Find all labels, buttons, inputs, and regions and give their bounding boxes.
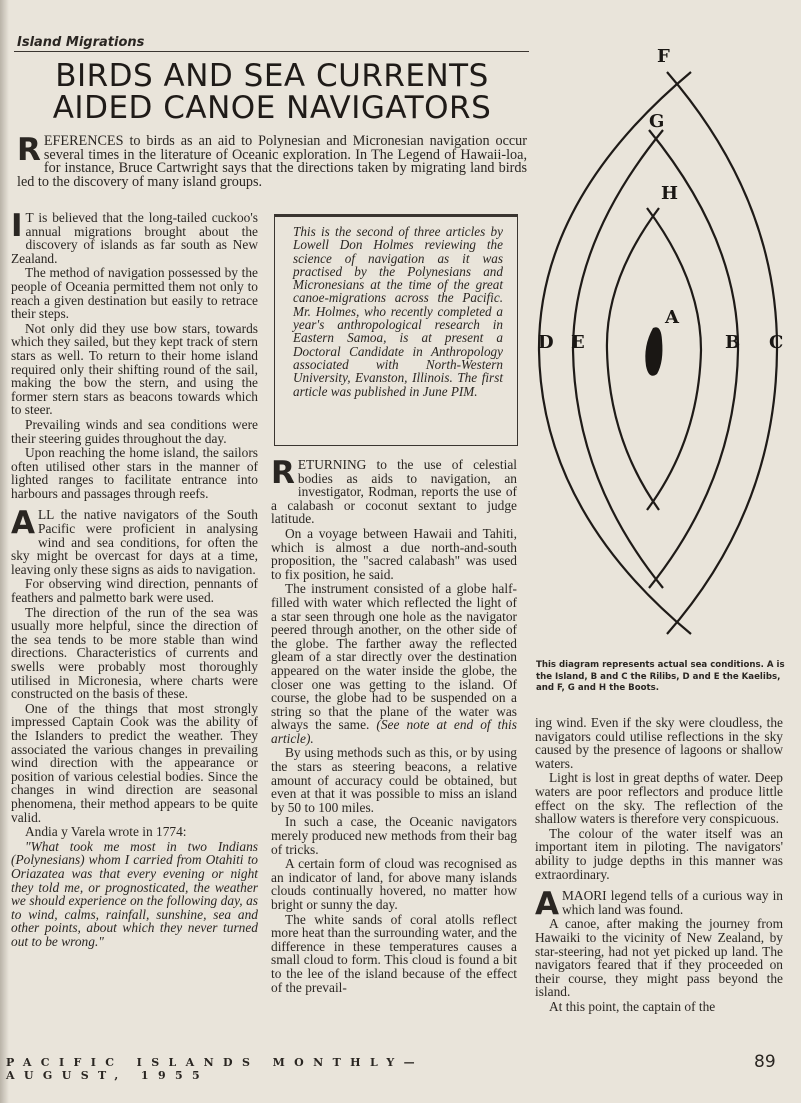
drop-cap: A [535,886,559,923]
paragraph: ing wind. Even if the sky were cloudless, the navigators could utilise reflections in the sky caused by the presence of lagoons or shallow waters. [535,715,783,771]
header-rule [14,51,529,52]
diagram-caption: This diagram represents actual sea conditions. A is the Island, B and C the Rilibs, D and E the Kaelibs, and F, G and H the Boots. [536,660,785,693]
label-h: H [661,183,679,204]
label-b: B [725,332,741,353]
paragraph: For observing wind direction, pennants of feathers and palmetto bark were used. [11,576,258,606]
label-g: G [649,111,665,132]
island-a-shape [645,327,662,376]
drop-cap: I [11,208,23,244]
paragraph: Light is lost in great depths of water. Deep waters are poor reflectors and produce little effect on the sky. The reflection of the shallow waters is therefore very conspicuous. [535,770,783,827]
paragraph: The method of navigation possessed by the people of Oceania permitted them not only to reach a given destination but easily to retrace their steps. [11,265,258,322]
label-c: C [769,332,783,353]
paragraph: In such a case, the Oceanic navigators merely produced new methods from their bag of tricks. [271,814,517,857]
column-3 [535,716,783,1014]
sea-conditions-diagram [533,40,783,655]
drop-cap: R [271,455,295,491]
label-e: E [571,332,585,353]
paragraph: The colour of the water itself was an important item in piloting. The navigators' ability to judge depths in this manner was extraordinary. [535,825,783,882]
label-a: A [665,307,679,328]
column-1 [11,208,258,949]
paragraph: The instrument consisted of a globe half-filled with water which reflected the light of a star seen through one hole as the navigator peered through another, on the other side of the globe. The farther away the reflected gleam of a star directly over the destination appeared on the water inside the globe, the closer one was getting to the island. Of course, the globe had to be suspended on a string so that the plane of the water was always the same. [271,581,517,733]
quote-paragraph: "What took me most in two Indians (Polynesians) whom I carried from Otahiti to Oriazatea was that every evening or night they told me, or prognosticated, the weather we should experience on the following day, as to wind, calms, rainfall, sunshine, sea and other points, about which they never turned out to be wrong." [11,838,258,949]
title-line-2: AIDED CANOE NAVIGATORS [52,90,492,126]
paragraph: Upon reaching the home island, the sailors often utilised other stars in the manner of lighted ranges to facilitate entrance into harbours and passages through reefs. [11,445,258,501]
paragraph: Andia y Varela wrote in 1774: [25,824,187,840]
paragraph: At this point, the captain of the [549,998,716,1014]
page-edge [0,0,9,1103]
drop-cap: R [17,132,41,168]
title-line-1: BIRDS AND SEA CURRENTS [55,58,489,94]
footer-masthead: PACIFIC ISLANDS MONTHLY—AUGUST, 1955 [6,1056,425,1082]
paragraph: A canoe, after making the journey from Hawaiki to the vicinity of New Zealand, by star-steering, had not yet picked up land. The navigators feared that if they proceeded on their course, they might pass beyond the island. [535,916,783,1000]
paragraph: A certain form of cloud was recognised as an indicator of land, for above many islands clouds continually hovered, no matter how bright or sunny the day. [271,856,517,912]
author-note-box: This is the second of three articles by Lowell Don Holmes reviewing the science of navigation as it was practised by the Polynesians and Micronesians at the time of the great canoe-migrations across the Pacific. Mr. Holmes, who recently completed a year's anthropological research in Eastern Samoa, is at present a Doctoral Candidate in Anthropology associated with North-Western University, Evanston, Illinois. The first article was published in June PIM. [274,214,518,446]
article-title [16,60,528,124]
paragraph: On a voyage between Hawaii and Tahiti, which is almost a due north-and-south proposition, the "sacred calabash" was used to fix position, he said. [271,525,517,582]
label-f: F [657,46,670,67]
paragraph: The white sands of coral atolls reflect more heat than the surrounding water, and the difference in these temperatures causes a small cloud to form. This cloud is found a bit to the lee of the island because of the effect of the prevail- [271,911,517,995]
intro-text: EFERENCES to birds as an aid to Polynesian and Micronesian navigation occur several times in the literature of Oceanic exploration. In The Legend of Hawaii-loa, for instance, Bruce Cartwright says that the directions taken by migrating land birds led to the discovery of many island groups. [17,133,527,190]
page-number: 89 [754,1052,776,1072]
paragraph: T is believed that the long-tailed cuckoo's annual migrations brought about the discovery of islands as far south as New Zealand. [11,210,258,266]
note-reference: (See note at end of this article). [271,717,517,746]
outer-curve-right [667,72,777,634]
paragraph: One of the things that most strongly impressed Captain Cook was the ability of the Islanders to predict the weather. They associated the various changes in prevailing wind direction with the appearance or position of various celestial bodies. Since the changes in wind direction are seasonal phenomena, their method appears to be quite valid. [11,700,258,825]
paragraph: The direction of the run of the sea was usually more helpful, since the direction of the sea tends to be more stable than wind directions. Characteristics of currents and swells were probably most thoroughly utilised in Micronesia, where charts were constructed on the basis of these. [11,604,258,702]
paragraph: ETURNING to the use of celestial bodies as aids to navigation, an investigator, Rodman, reports the use of a calabash or coconut sextant to judge latitude. [271,457,517,527]
paragraph: MAORI legend tells of a curious way in which land was found. [562,888,783,917]
paragraph: By using methods such as this, or by using the stars as steering beacons, a relative amount of accuracy could be obtained, but even at that it was possible to miss an island by 50 to 100 miles. [271,745,517,815]
drop-cap: A [11,505,35,542]
paragraph: Prevailing winds and sea conditions were their steering guides throughout the day. [11,416,258,446]
label-d: D [538,332,554,353]
intro-paragraph [17,132,527,190]
section-header: Island Migrations [17,35,145,50]
column-2 [271,455,517,995]
paragraph: LL the native navigators of the South Pacific were proficient in analysing wind and sea conditions, for often the sky might be overcast for days at a time, leaving only these signs as aids to navigation. [11,507,258,577]
paragraph: Not only did they use bow stars, towards which they sailed, but they kept track of stern stars as well. To return to their home island required only their shifting round of the sail, making the bow the stern, and using the former stern stars as beacons towards which to steer. [11,320,258,418]
